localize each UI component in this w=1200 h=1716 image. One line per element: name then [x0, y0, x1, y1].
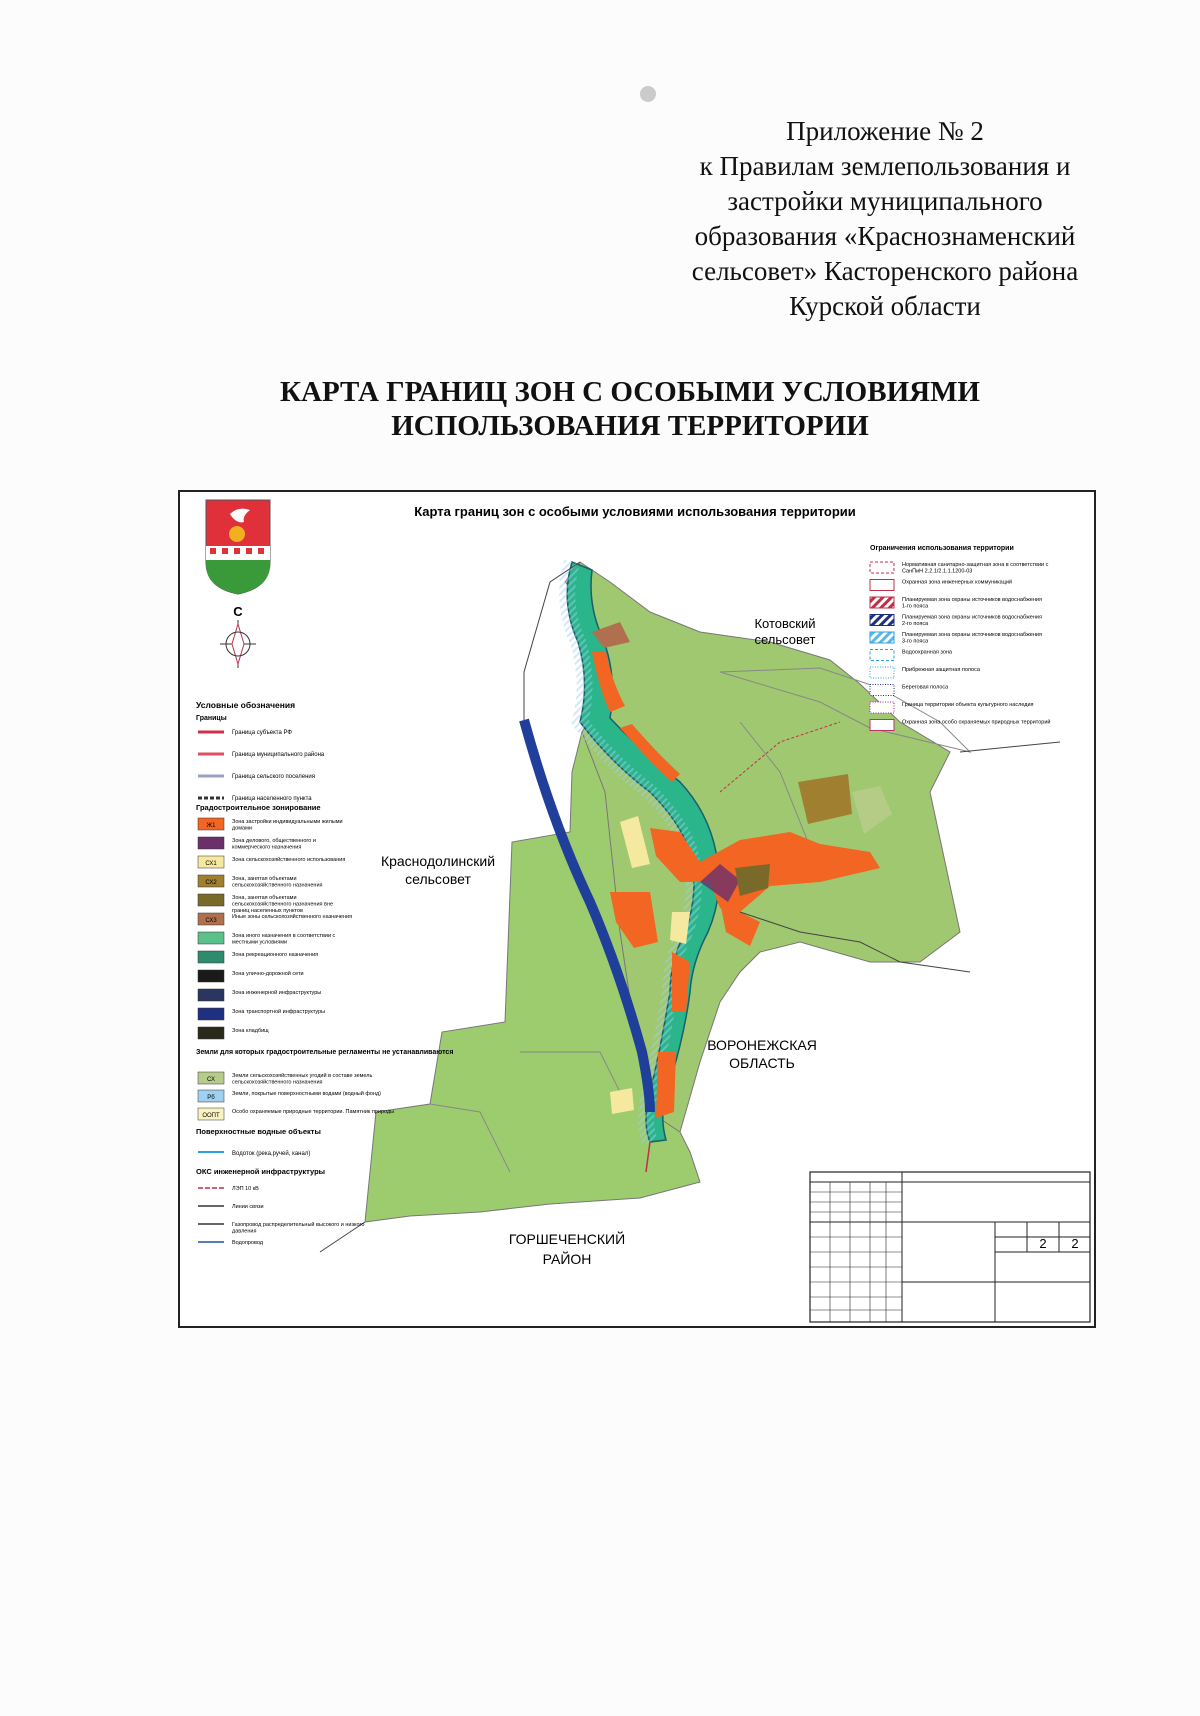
- legend-land-code: Рб: [207, 1095, 215, 1101]
- restriction-label: Планируемая зона охраны источников водоснабжения 2-го пояса: [902, 614, 1042, 627]
- restriction-swatch: [870, 632, 894, 643]
- legend-zone-swatch: [198, 951, 224, 963]
- legend-zone-code: СХ1: [205, 861, 217, 867]
- legend-border-label: Граница населенного пункта: [232, 796, 312, 802]
- legend-infra-label: Линии связи: [232, 1204, 264, 1210]
- legend-right: [870, 545, 1051, 731]
- sheet-count: 2: [1071, 1236, 1079, 1251]
- legend-zone-label: Зона улично-дорожной сети: [232, 971, 304, 977]
- legend-land-label: Земли сельскохозяйственных угодий в составе земель сельскохозяйственного назначения: [232, 1073, 373, 1086]
- legend-borders-heading: Границы: [196, 715, 227, 722]
- legend-zone-label: Зона инженерной инфраструктуры: [232, 990, 322, 996]
- legend-infra-label: Газопровод распределительный высокого и низкого давления: [232, 1222, 365, 1235]
- restrictions-heading: Ограничения использования территории: [870, 545, 1014, 552]
- legend-border-label: Граница субъекта РФ: [232, 730, 292, 736]
- legend-zone-code: СХ3: [205, 918, 217, 924]
- restriction-label: Планируемая зона охраны источников водоснабжения 3-го пояса: [902, 632, 1042, 645]
- appendix-line: Курской области: [789, 291, 981, 321]
- title-block-stamp: [810, 1172, 1090, 1322]
- scan-dust-spot: [640, 86, 656, 102]
- legend-zone-code: Ж1: [206, 823, 216, 829]
- legend-land-code: ООПТ: [202, 1113, 220, 1119]
- legend-zone-label: Зона, занятая объектами сельскохозяйственного назначения вне границ населенных пунктов: [232, 895, 334, 914]
- legend-zone-label: Зона рекреационного назначения: [232, 952, 319, 958]
- legend-zone-label: Зона сельскохозяйственного использования: [232, 857, 346, 863]
- label-voronezh: ОБЛАСТЬ: [729, 1055, 795, 1071]
- label-kotovsky: сельсовет: [754, 632, 816, 647]
- legend-border-label: Граница сельского поселения: [232, 774, 316, 780]
- legend-border-label: Граница муниципального района: [232, 752, 325, 758]
- page-title-line: ИСПОЛЬЗОВАНИЯ ТЕРРИТОРИИ: [391, 410, 869, 442]
- legend-zone-swatch: [198, 1008, 224, 1020]
- legend-water-item: Водоток (река,ручей, канал): [232, 1151, 311, 1157]
- legend-zone-swatch: [198, 932, 224, 944]
- restriction-label: Охранная зона инженерных коммуникаций: [902, 579, 1013, 586]
- page-title: [170, 375, 1090, 443]
- legend-heading: Условные обозначения: [196, 700, 296, 710]
- restriction-swatch: [870, 685, 894, 696]
- legend-zoning-heading: Градостроительное зонирование: [196, 803, 321, 812]
- map-title: Карта границ зон с особыми условиями использования территории: [414, 504, 856, 519]
- appendix-line: сельсовет» Касторенского района: [691, 256, 1079, 286]
- legend-water-heading: Поверхностные водные объекты: [196, 1127, 321, 1136]
- label-kotovsky: Котовский: [754, 616, 816, 631]
- restriction-label: Водоохранная зона: [902, 649, 952, 656]
- appendix-line: к Правилам землепользования и: [699, 151, 1071, 181]
- label-voronezh: ВОРОНЕЖСКАЯ: [707, 1037, 817, 1053]
- restriction-swatch: [870, 650, 894, 661]
- coat-of-arms-icon: [206, 500, 270, 594]
- legend-zone-swatch: [198, 894, 224, 906]
- zoning-map: [178, 490, 1096, 1328]
- legend-zone-swatch: [198, 989, 224, 1001]
- legend-zone-label: Зона кладбищ: [232, 1028, 269, 1034]
- legend-zone-label: Зона делового, общественного и коммерческого назначения: [232, 838, 316, 851]
- appendix-line: Приложение № 2: [786, 116, 984, 146]
- restriction-label: Береговая полоса: [902, 684, 949, 691]
- restriction-label: Граница территории объекта культурного наследия: [902, 702, 1034, 708]
- label-krasnodolinsky: Краснодолинский: [380, 853, 496, 869]
- legend-zone-swatch: [198, 837, 224, 849]
- legend-zone-swatch: [198, 970, 224, 982]
- restriction-label: Охранная зона особо охраняемых природных территорий: [902, 719, 1051, 726]
- legend-land-label: Земли, покрытые поверхностными водами (водный фонд): [232, 1091, 381, 1097]
- restriction-swatch: [870, 597, 894, 608]
- map-territory: [320, 562, 1060, 1252]
- map-canvas: [180, 492, 1094, 1326]
- legend-lands-heading: Земли для которых градостроительные регламенты не устанавливаются: [196, 1049, 454, 1056]
- label-gorshechensky: РАЙОН: [542, 1251, 592, 1267]
- appendix-line: образования «Краснознаменский: [694, 221, 1076, 251]
- legend-land-label: Особо охраняемые природные территории. Памятник природы: [232, 1109, 395, 1115]
- sheet-number: 2: [1039, 1236, 1047, 1251]
- page-title-line: КАРТА ГРАНИЦ ЗОН С ОСОБЫМИ УСЛОВИЯМИ: [280, 376, 980, 408]
- restriction-label: Прибрежная защитная полоса: [902, 667, 980, 673]
- label-gorshechensky: ГОРШЕЧЕНСКИЙ: [508, 1231, 626, 1247]
- north-arrow-icon: [220, 604, 256, 668]
- restriction-label: Нормативная санитарно-защитная зона в соответствии с СанПиН 2.2.1/2.1.1.1200-03: [902, 562, 1049, 575]
- restriction-label: Планируемая зона охраны источников водоснабжения 1-го пояса: [902, 597, 1042, 610]
- legend-zone-label: Зона иного назначения в соответствии с местными условиями: [232, 933, 336, 946]
- restriction-swatch: [870, 702, 894, 713]
- restriction-swatch: [870, 580, 894, 591]
- restriction-swatch: [870, 667, 894, 678]
- legend-zone-label: Зона застройки индивидуальными жилыми домами: [232, 819, 343, 832]
- appendix-header: [660, 114, 1110, 324]
- legend-infra-heading: ОКС инженерной инфраструктуры: [196, 1167, 326, 1176]
- legend-infra-label: Водопровод: [232, 1240, 263, 1246]
- appendix-line: застройки муниципального: [727, 186, 1043, 216]
- north-letter: С: [233, 604, 243, 619]
- legend-zone-label: Иные зоны сельскохозяйственного назначения: [232, 914, 353, 920]
- legend-zone-code: СХ2: [205, 880, 217, 886]
- restriction-swatch: [870, 615, 894, 626]
- restriction-swatch: [870, 720, 894, 731]
- legend-land-code: СХ: [207, 1077, 215, 1083]
- legend-infra-label: ЛЭП 10 кВ: [232, 1186, 259, 1192]
- restriction-swatch: [870, 562, 894, 573]
- legend-zone-label: Зона транспортной инфраструктуры: [232, 1009, 326, 1015]
- legend-zone-swatch: [198, 1027, 224, 1039]
- label-krasnodolinsky: сельсовет: [405, 871, 471, 887]
- legend-zone-label: Зона, занятая объектами сельскохозяйственного назначения: [232, 876, 323, 889]
